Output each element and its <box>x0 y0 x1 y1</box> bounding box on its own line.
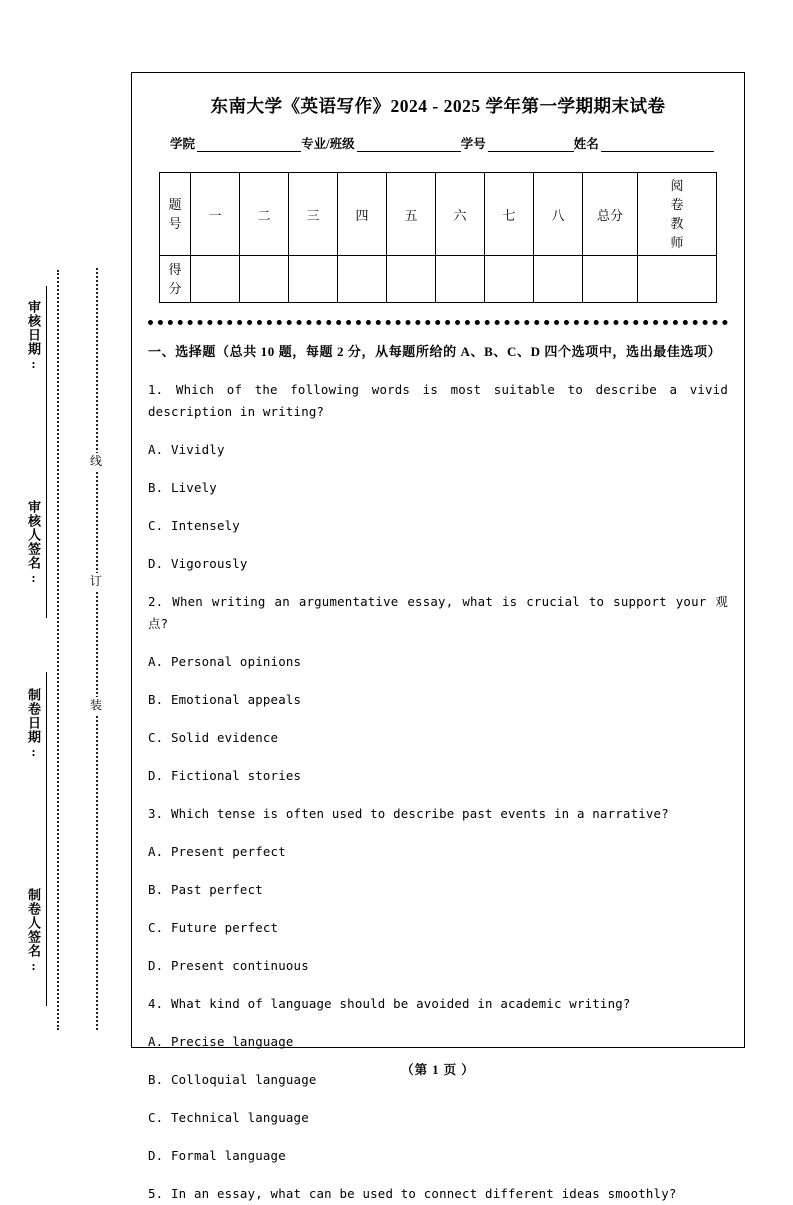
question-3-option-c[interactable]: C. Future perfect <box>148 920 279 935</box>
student-id-field-blank[interactable] <box>488 138 574 152</box>
score-table-col-8: 八 <box>534 173 583 256</box>
question-2-option-b[interactable]: B. Emotional appeals <box>148 692 302 707</box>
question-3-option-d[interactable]: D. Present continuous <box>148 958 309 973</box>
score-table-col-3: 三 <box>289 173 338 256</box>
question-4-option-c[interactable]: C. Technical language <box>148 1110 309 1125</box>
question-2-option-d[interactable]: D. Fictional stories <box>148 768 302 783</box>
question-2-option-a[interactable]: A. Personal opinions <box>148 654 302 669</box>
question-2-option-c[interactable]: C. Solid evidence <box>148 730 279 745</box>
binding-margin-strip <box>0 0 131 1122</box>
score-table-row-label-score: 得 分 <box>160 256 191 303</box>
student-name-field-blank[interactable] <box>601 138 714 152</box>
score-cell-total[interactable] <box>583 256 638 303</box>
question-4-option-d[interactable]: D. Formal language <box>148 1148 286 1163</box>
score-cell-1[interactable] <box>191 256 240 303</box>
paper-maker-signature-label: 制卷人签名: <box>26 888 41 974</box>
question-stem-1: 1. Which of the following words is most suitable to describe a vivid description in writing? <box>148 382 728 419</box>
score-cell-4[interactable] <box>338 256 387 303</box>
fold-mark-pack: 装 <box>89 698 102 712</box>
score-table-col-7: 七 <box>485 173 534 256</box>
score-table-col-total: 总分 <box>583 173 638 256</box>
score-table-col-5: 五 <box>387 173 436 256</box>
college-field-blank[interactable] <box>197 138 301 152</box>
score-cell-8[interactable] <box>534 256 583 303</box>
score-cell-6[interactable] <box>436 256 485 303</box>
score-table-col-4: 四 <box>338 173 387 256</box>
score-cell-teacher[interactable] <box>638 256 717 303</box>
score-table-col-2: 二 <box>240 173 289 256</box>
margin-solid-line-upper <box>46 286 47 618</box>
major-class-field-label: 专业/班级 <box>301 137 355 151</box>
question-1-option-d[interactable]: D. Vigorously <box>148 556 248 571</box>
score-table-col-teacher: 阅 卷 教 师 <box>638 173 717 256</box>
page-footer <box>131 1060 745 1078</box>
question-stem-5: 5. In an essay, what can be used to connect different ideas smoothly? <box>148 1186 677 1201</box>
question-4-option-b[interactable]: B. Colloquial language <box>148 1072 317 1087</box>
question-stem-2: 2. When writing an argumentative essay, what is crucial to support your 观点? <box>148 594 728 631</box>
major-class-field-blank[interactable] <box>357 138 461 152</box>
score-table-col-6: 六 <box>436 173 485 256</box>
question-stem-4: 4. What kind of language should be avoided in academic writing? <box>148 996 631 1011</box>
score-cell-3[interactable] <box>289 256 338 303</box>
identity-fields-row <box>170 134 714 152</box>
score-cell-2[interactable] <box>240 256 289 303</box>
fold-mark-line: 线 <box>89 454 102 468</box>
question-3-option-b[interactable]: B. Past perfect <box>148 882 263 897</box>
table-row-question-numbers <box>160 173 717 256</box>
question-1-option-c[interactable]: C. Intensely <box>148 518 240 533</box>
question-stem-3: 3. Which tense is often used to describe past events in a narrative? <box>148 806 669 821</box>
margin-solid-line-lower <box>46 672 47 1006</box>
question-1-option-a[interactable]: A. Vividly <box>148 442 225 457</box>
student-name-field-label: 姓名 <box>573 137 599 151</box>
paper-made-date-label: 制卷日期: <box>26 688 41 760</box>
score-table-row-label-question: 题 号 <box>160 173 191 256</box>
fold-mark-bind: 订 <box>89 574 102 588</box>
table-row-scores <box>160 256 717 303</box>
page-number-label: （第 1 页 ） <box>401 1063 475 1077</box>
page-title: 东南大学《英语写作》2024 - 2025 学年第一学期期末试卷 <box>210 96 666 116</box>
score-cell-5[interactable] <box>387 256 436 303</box>
student-id-field-label: 学号 <box>460 137 486 151</box>
question-1-option-b[interactable]: B. Lively <box>148 480 217 495</box>
review-date-label: 审核日期: <box>26 300 41 372</box>
score-cell-7[interactable] <box>485 256 534 303</box>
question-3-option-a[interactable]: A. Present perfect <box>148 844 286 859</box>
margin-dotted-line-inner <box>57 270 59 1030</box>
college-field-label: 学院 <box>170 137 196 151</box>
section-divider <box>148 315 728 325</box>
score-table <box>159 172 717 303</box>
reviewer-signature-label: 审核人签名: <box>26 500 41 586</box>
score-table-col-1: 一 <box>191 173 240 256</box>
question-4-option-a[interactable]: A. Precise language <box>148 1034 294 1049</box>
margin-dotted-line-outer <box>96 268 98 1030</box>
section-heading-multiple-choice: 一、选择题（总共 10 题，每题 2 分，从每题所给的 A、B、C、D 四个选项中，选出最佳选项） <box>148 344 722 359</box>
